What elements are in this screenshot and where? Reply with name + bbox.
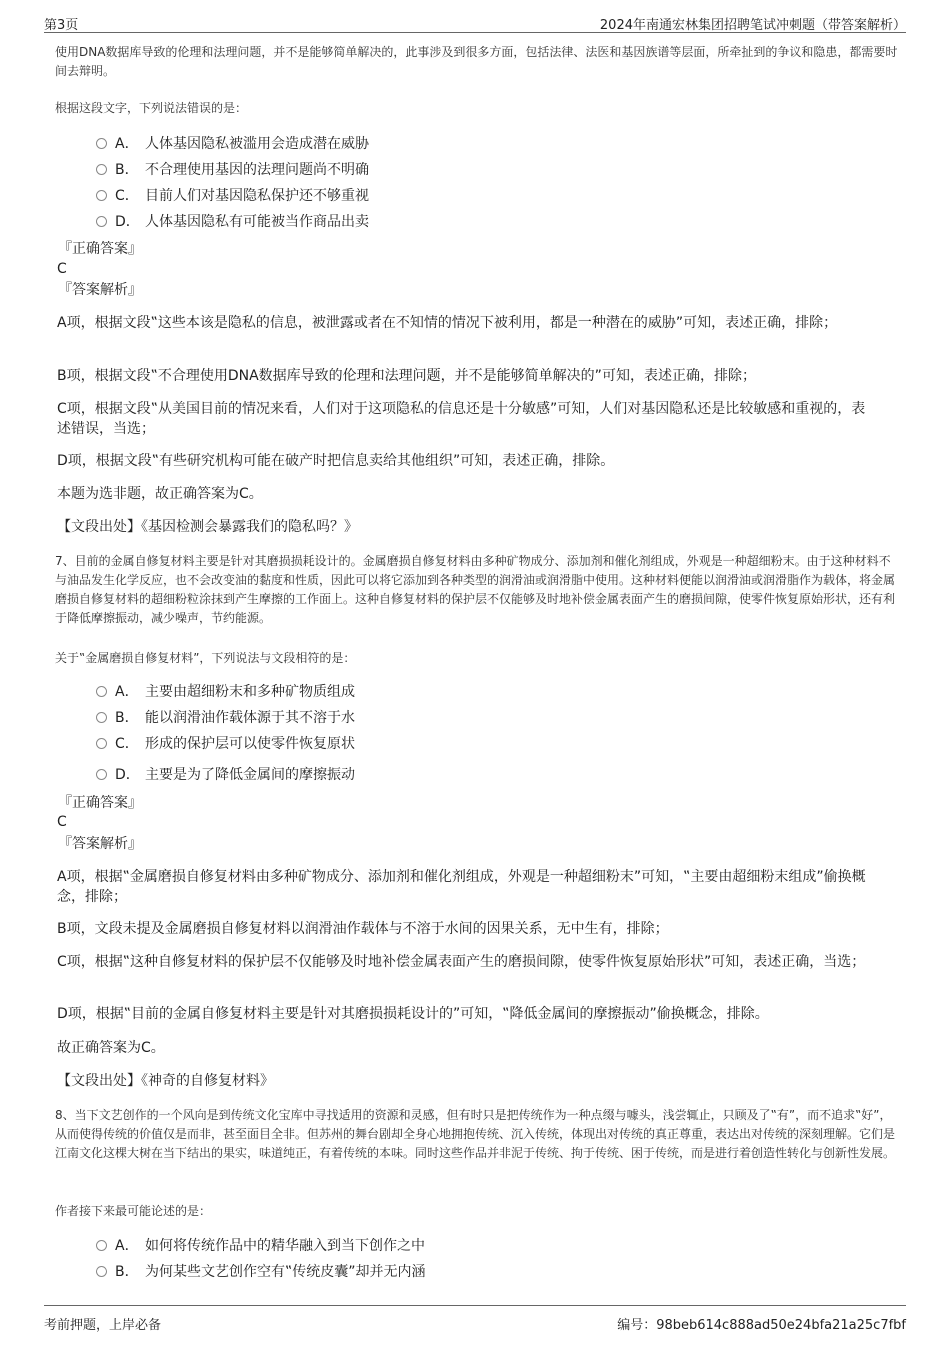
radio-icon[interactable] [96, 686, 107, 697]
q6-answer: C [57, 261, 67, 277]
code-label: 编号： [617, 1318, 657, 1333]
page-header [44, 10, 906, 33]
page-footer [44, 1305, 906, 1332]
q6-source: 【文段出处】《基因检测会暴露我们的隐私吗？》 [57, 519, 358, 535]
radio-icon[interactable] [96, 1240, 107, 1251]
q7-analysis-d: D项，根据‟目前的金属自修复材料主要是针对其磨损损耗设计的”可知，‟降低金属间的摩擦振动”偷换概念，排除。 [57, 1006, 769, 1022]
q6-option-d[interactable]: D． 人体基因隐私有可能被当作商品出卖 [96, 212, 369, 232]
q7-passage: 7、目前的金属自修复材料主要是针对其磨损损耗设计的。金属磨损自修复材料由多种矿物成分、添加剂和催化剂组成，外观是一种超细粉末。由于这种材料不与油品发生化学反应，也不会改变油的黏度和性质，因此可以将它添加到各种类型的润滑油或润滑脂中使用。这种材料便能以润滑油或润滑脂作为载体，将金属磨损自修复材料的超细粉粒涂抹到产生摩擦的工作面上。这种自修复材料的保护层不仅能够及时地补偿金属表面产生的磨损间隙，使零件恢复原始形状，还有利于降低摩擦振动，减少噪声，节约能源。 [55, 554, 896, 625]
q7-option-b[interactable]: B． 能以润滑油作载体源于其不溶于水 [96, 708, 355, 728]
q6-question: 根据这段文字，下列说法错误的是： [55, 101, 248, 115]
document-code [617, 1314, 906, 1333]
q7-answer-label: 『正确答案』 [58, 795, 142, 811]
q7-analysis-label: 『答案解析』 [58, 836, 142, 852]
q8-option-a[interactable]: A． 如何将传统作品中的精华融入到当下创作之中 [96, 1236, 425, 1256]
q7-analysis-a: A项，根据‟金属磨损自修复材料由多种矿物成分、添加剂和催化剂组成，外观是一种超细粉末”可知，‟主要由超细粉末组成”偷换概念，排除； [57, 869, 866, 905]
radio-icon[interactable] [96, 712, 107, 723]
q8-question: 作者接下来最可能论述的是： [55, 1204, 212, 1218]
q6-answer-label: 『正确答案』 [58, 241, 142, 257]
radio-icon[interactable] [96, 769, 107, 780]
q6-option-b[interactable]: B． 不合理使用基因的法理问题尚不明确 [96, 160, 369, 180]
q8-passage: 8、当下文艺创作的一个风向是到传统文化宝库中寻找适用的资源和灵感，但有时只是把传统作为一种点缀与噱头，浅尝辄止，只顾及了‟有”，而不追求‟好”，从而使得传统的价值仅是而非，甚至面目全非。但苏州的舞台剧却全身心地拥抱传统、沉入传统，体现出对传统的真正尊重，表达出对传统的深刻理解。它们是江南文化这棵大树在当下结出的果实，味道纯正，有着传统的本味。同时这些作品并非泥于传统、拘于传统、困于传统，而是进行着创造性转化与创新性发展。 [55, 1108, 896, 1160]
q7-source: 【文段出处】《神奇的自修复材料》 [57, 1073, 274, 1089]
radio-icon[interactable] [96, 190, 107, 201]
q6-analysis-c: C项，根据文段‟从美国目前的情况来看，人们对于这项隐私的信息还是十分敏感”可知，人们对基因隐私还是比较敏感和重视的，表述错误，当选； [57, 401, 866, 437]
radio-icon[interactable] [96, 1266, 107, 1277]
code-value: 98beb614c888ad50e24bfa21a25c7fbf [656, 1318, 906, 1333]
q6-analysis-b: B项，根据文段‟不合理使用DNA数据库导致的伦理和法理问题，并不是能够简单解决的”可知，表述正确，排除； [57, 368, 756, 384]
footer-slogan: 考前押题，上岸必备 [44, 1318, 162, 1333]
q7-option-c[interactable]: C． 形成的保护层可以使零件恢复原状 [96, 734, 355, 754]
q6-analysis-d: D项，根据文段‟有些研究机构可能在破产时把信息卖给其他组织”可知，表述正确，排除。 [57, 453, 615, 469]
q6-passage-tail: 使用DNA数据库导致的伦理和法理问题，并不是能够简单解决的，此事涉及到很多方面，包括法律、法医和基因族谱等层面，所牵扯到的争议和隐患，都需要时间去辩明。 [55, 45, 898, 78]
q7-question: 关于‟金属磨损自修复材料”，下列说法与文段相符的是： [55, 651, 356, 665]
radio-icon[interactable] [96, 138, 107, 149]
q7-option-a[interactable]: A． 主要由超细粉末和多种矿物质组成 [96, 682, 355, 702]
q6-analysis-a: A项，根据文段‟这些本该是隐私的信息，被泄露或者在不知情的情况下被利用，都是一种潜在的威胁”可知，表述正确，排除； [57, 315, 838, 331]
q6-analysis-label: 『答案解析』 [58, 282, 142, 298]
q6-conclusion: 本题为选非题，故正确答案为C。 [57, 486, 263, 502]
q7-answer: C [57, 814, 67, 830]
document-title: 2024年南通宏林集团招聘笔试冲刺题（带答案解析） [599, 18, 906, 33]
q7-conclusion: 故正确答案为C。 [57, 1040, 165, 1056]
radio-icon[interactable] [96, 216, 107, 227]
q7-analysis-b: B项，文段未提及金属磨损自修复材料以润滑油作载体与不溶于水间的因果关系，无中生有，排除； [57, 921, 669, 937]
q7-option-d[interactable]: D． 主要是为了降低金属间的摩擦振动 [96, 765, 355, 785]
radio-icon[interactable] [96, 164, 107, 175]
radio-icon[interactable] [96, 738, 107, 749]
q7-analysis-c: C项，根据‟这种自修复材料的保护层不仅能够及时地补偿金属表面产生的磨损间隙，使零件恢复原始形状”可知，表述正确，当选； [57, 954, 866, 970]
q8-option-b[interactable]: B． 为何某些文艺创作空有‟传统皮囊”却并无内涵 [96, 1262, 426, 1282]
q6-option-a[interactable]: A． 人体基因隐私被滥用会造成潜在威胁 [96, 134, 369, 154]
page-number: 第3页 [44, 18, 79, 33]
q6-option-c[interactable]: C． 目前人们对基因隐私保护还不够重视 [96, 186, 369, 206]
